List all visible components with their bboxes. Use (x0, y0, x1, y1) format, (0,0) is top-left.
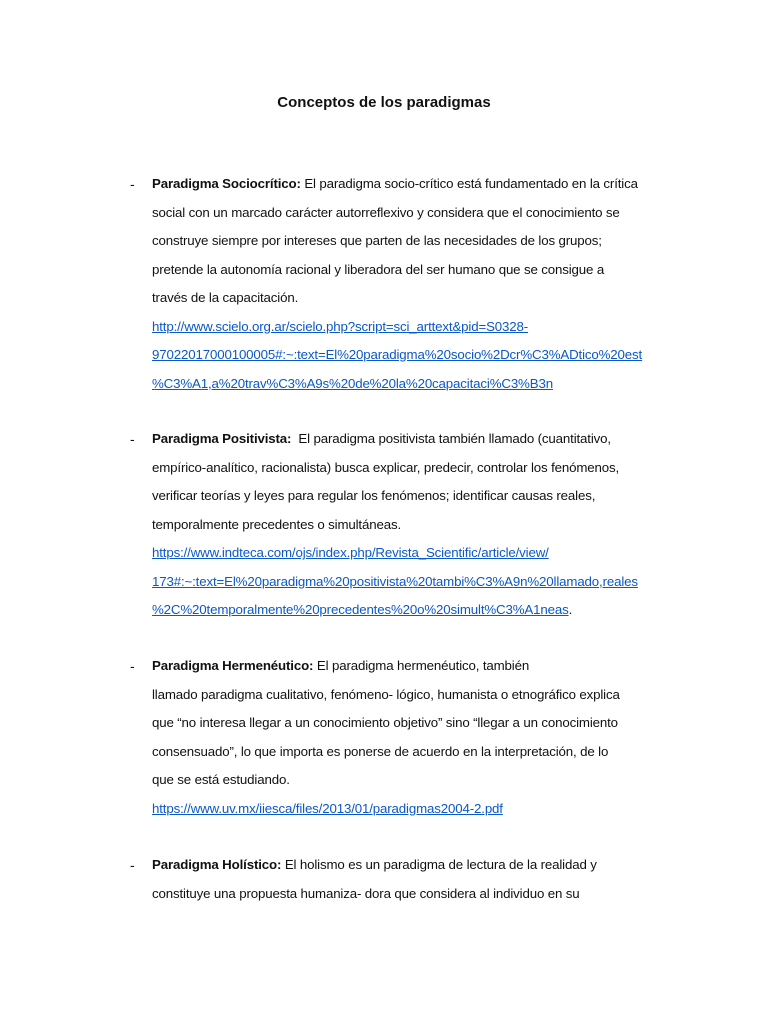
item-body (152, 851, 667, 908)
paragraph-text: que “no interesa llegar a un conocimiento objetivo” sino “llegar a un conocimiento (152, 715, 618, 730)
paragraph-text: verificar teorías y leyes para regular los fenómenos; identificar causas reales, (152, 488, 596, 503)
paragraph-text: llamado paradigma cualitativo, fenómeno- lógico, humanista o etnográfico explica (152, 686, 620, 702)
bullet-dash: - (130, 857, 135, 873)
paragraph-text: temporalmente precedentes o simultáneas. (152, 516, 401, 532)
paradigm-term: Paradigma Hermenéutico: (152, 658, 314, 673)
text-line (152, 425, 667, 454)
paragraph-text: social con un marcado carácter autorreflexivo y considera que el conocimiento se (152, 204, 620, 220)
paragraph-text: construye siempre por intereses que parten de las necesidades de los grupos; (152, 233, 602, 248)
reference-link[interactable]: 173#:~:text=El%20paradigma%20positivista%20tambi%C3%A9n%20llamado,reales (152, 573, 638, 589)
paragraph-text: constituye una propuesta humaniza- dora que considera al individuo en su (152, 885, 580, 901)
text-line (152, 652, 667, 681)
paragraph-text: El paradigma socio-crítico está fundamentado en la crítica (304, 176, 638, 191)
bullet-dash: - (130, 431, 135, 447)
item-body (152, 425, 667, 625)
item-body (152, 170, 667, 398)
item-body (152, 652, 667, 823)
reference-link[interactable]: https://www.uv.mx/iiesca/files/2013/01/paradigmas2004-2.pdf (152, 800, 503, 816)
reference-link[interactable]: https://www.indteca.com/ojs/index.php/Revista_Scientific/article/view/ (152, 545, 549, 560)
paragraph-text: consensuado”, lo que importa es ponerse de acuerdo en la interpretación, de lo (152, 743, 609, 759)
paragraph-text: El holismo es un paradigma de lectura de la realidad y (284, 857, 597, 872)
paradigm-term: Paradigma Sociocrítico: (152, 176, 301, 191)
reference-link[interactable]: %2C%20temporalmente%20precedentes%20o%20simult%C3%A1neas (152, 602, 569, 617)
text-line (152, 596, 667, 625)
link-suffix: . (568, 602, 573, 617)
paragraph-text: través de la capacitación. (152, 290, 299, 305)
bullet-dash: - (130, 658, 135, 674)
reference-link[interactable]: %C3%A1,a%20trav%C3%A9s%20de%20la%20capacitaci%C3%B3n (152, 375, 553, 391)
paragraph-text: empírico-analítico, racionalista) busca explicar, predecir, controlar los fenómenos, (152, 459, 620, 475)
paragraph-text: El paradigma positivista también llamado (cuantitativo, (298, 431, 611, 446)
reference-link[interactable]: 97022017000100005#:~:text=El%20paradigma%20socio%2Dcr%C3%ADtico%20est (152, 347, 643, 362)
paragraph-text: El paradigma hermenéutico, también (316, 658, 530, 673)
reference-link[interactable]: http://www.scielo.org.ar/scielo.php?script=sci_arttext&pid=S0328- (152, 318, 529, 334)
text-line (152, 170, 667, 199)
paragraph-text: pretende la autonomía racional y liberadora del ser humano que se consigue a (152, 261, 605, 277)
paragraph-text: que se está estudiando. (152, 772, 290, 787)
text-line (152, 851, 667, 880)
bullet-dash: - (130, 176, 135, 192)
paradigm-term: Paradigma Holístico: (152, 857, 282, 872)
paradigm-term: Paradigma Positivista: (152, 431, 292, 446)
page-title: Conceptos de los paradigmas (277, 94, 491, 111)
